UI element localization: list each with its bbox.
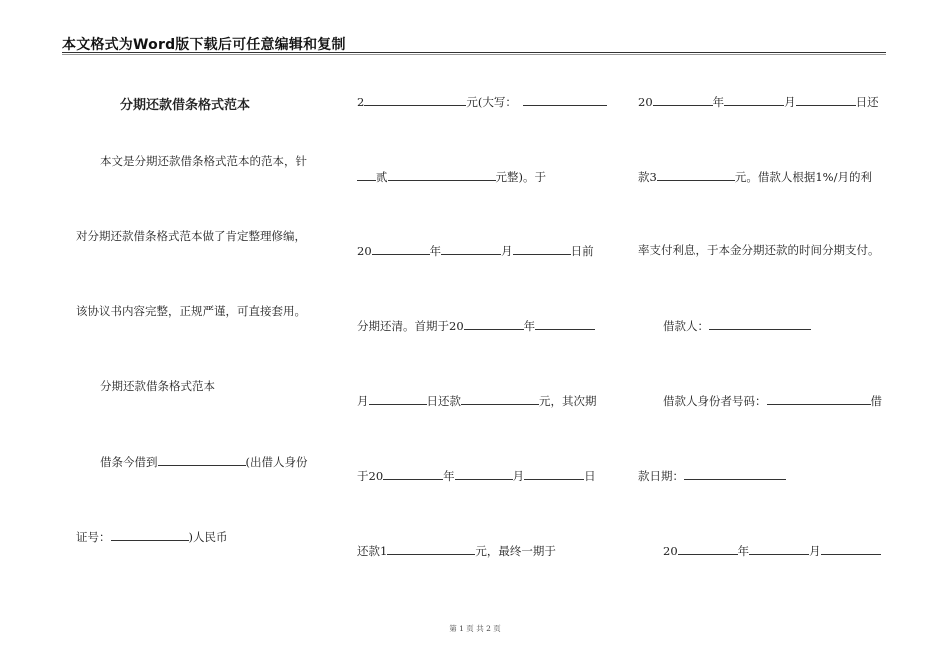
second-day-label: 日 — [584, 469, 596, 483]
last-day-blank — [796, 94, 856, 106]
amount-blank — [364, 94, 466, 106]
col3-line-4 — [663, 318, 811, 333]
first-month-label: 月 — [357, 394, 369, 408]
col2-line-7 — [357, 543, 556, 558]
last-amount-blank — [657, 169, 735, 181]
borrower-label: 借款人： — [663, 319, 709, 333]
second-month-label: 月 — [512, 469, 525, 483]
col3-line-3: 率支付利息，于本金分期还款的时间分期支付。 — [638, 243, 880, 257]
borrower-id-blank — [767, 393, 871, 405]
last-month-label: 月 — [784, 95, 796, 109]
year-blank — [372, 243, 430, 255]
sign-month-blank — [749, 543, 809, 555]
col2-line-1 — [357, 94, 607, 109]
lender-name-blank — [158, 454, 246, 466]
lender-id-blank — [111, 529, 189, 541]
sign-year-blank — [678, 543, 738, 555]
sign-day-blank — [821, 543, 881, 555]
second-year-label: 年 — [443, 469, 455, 483]
sign-year-prefix: 20 — [663, 544, 678, 558]
col2-line-2 — [357, 169, 546, 184]
col3-line-5 — [663, 393, 882, 408]
last-year-blank — [653, 94, 713, 106]
sign-year-label: 年 — [737, 544, 750, 558]
borrower-name-blank — [709, 318, 811, 330]
month-label: 月 — [501, 244, 513, 258]
page-number: 第 1 页 共 2 页 — [449, 624, 501, 633]
amount-uppercase-blank — [523, 94, 607, 106]
yuan-whole-label: 元整)。于 — [495, 170, 546, 184]
first-year-blank — [464, 318, 524, 330]
first-day-blank — [369, 393, 427, 405]
intro-line-1: 本文是分期还款借条格式范本的范本，针 — [100, 154, 307, 168]
last-year-prefix: 20 — [638, 95, 653, 109]
sign-month-label: 月 — [809, 544, 821, 558]
second-year-blank — [383, 468, 443, 480]
last-year-label: 年 — [712, 95, 725, 109]
last-month-blank — [724, 94, 784, 106]
first-payment-label: 分期还清。首期于20 — [357, 319, 464, 333]
col3-line-6 — [638, 468, 786, 483]
day-before-label: 日前 — [570, 244, 594, 258]
header-divider-secondary — [62, 54, 886, 55]
uppercase-blank-a — [357, 169, 376, 181]
col3-line-1 — [638, 94, 879, 109]
intro-line-2: 对分期还款借条格式范本做了肯定整理修编， — [76, 229, 306, 243]
second-month-blank — [455, 468, 513, 480]
iou-line-borrowed — [100, 454, 308, 469]
id-number-label: 证号： — [76, 530, 111, 544]
amount-uppercase-label: 元(大写： — [466, 95, 517, 109]
col3-line-7 — [663, 543, 881, 558]
lender-id-label: (出借人身份 — [245, 455, 308, 469]
col3-line-2 — [638, 169, 872, 184]
rmb-label: )人民币 — [188, 530, 228, 544]
document-title: 分期还款借条格式范本 — [120, 98, 251, 113]
uppercase-digit: 贰 — [376, 170, 388, 184]
iou-line-id — [76, 529, 228, 544]
header-divider — [62, 52, 886, 53]
amount-prefix: 2 — [357, 95, 365, 109]
col2-line-6 — [357, 468, 596, 483]
col2-line-3 — [357, 243, 594, 258]
last-amount-prefix: 款3 — [638, 170, 657, 184]
col2-line-5 — [357, 393, 597, 408]
borrower-id-label: 借款人身份者号码： — [663, 394, 767, 408]
uppercase-blank-b — [388, 169, 496, 181]
borrow-date-label: 款日期： — [638, 469, 684, 483]
borrow-date-prefix: 借 — [870, 394, 882, 408]
second-repay-label: 还款1 — [357, 544, 388, 558]
month-blank — [441, 243, 501, 255]
section-subtitle: 分期还款借条格式范本 — [100, 379, 215, 393]
interest-rate-text: 元。借款人根据1%/月的利 — [734, 170, 872, 184]
last-repay-label: 日还 — [855, 95, 879, 109]
document-header: 本文格式为Word版下载后可任意编辑和复制 — [62, 37, 346, 53]
last-period-label: 元，最终一期于 — [475, 544, 556, 558]
second-day-blank — [524, 468, 584, 480]
first-year-label: 年 — [523, 319, 536, 333]
first-amount-blank — [461, 393, 539, 405]
borrowed-from-label: 借条今借到 — [100, 455, 158, 469]
year-label: 年 — [429, 244, 442, 258]
first-repay-label: 日还款 — [426, 394, 461, 408]
year-prefix: 20 — [357, 244, 372, 258]
col2-line-4 — [357, 318, 595, 333]
first-month-blank — [535, 318, 595, 330]
second-amount-blank — [387, 543, 475, 555]
day-blank — [513, 243, 571, 255]
second-year-prefix: 于20 — [357, 469, 384, 483]
intro-line-3: 该协议书内容完整，正规严谨，可直接套用。 — [76, 304, 306, 318]
second-period-label: 元，其次期 — [539, 394, 597, 408]
borrow-date-blank — [684, 468, 786, 480]
